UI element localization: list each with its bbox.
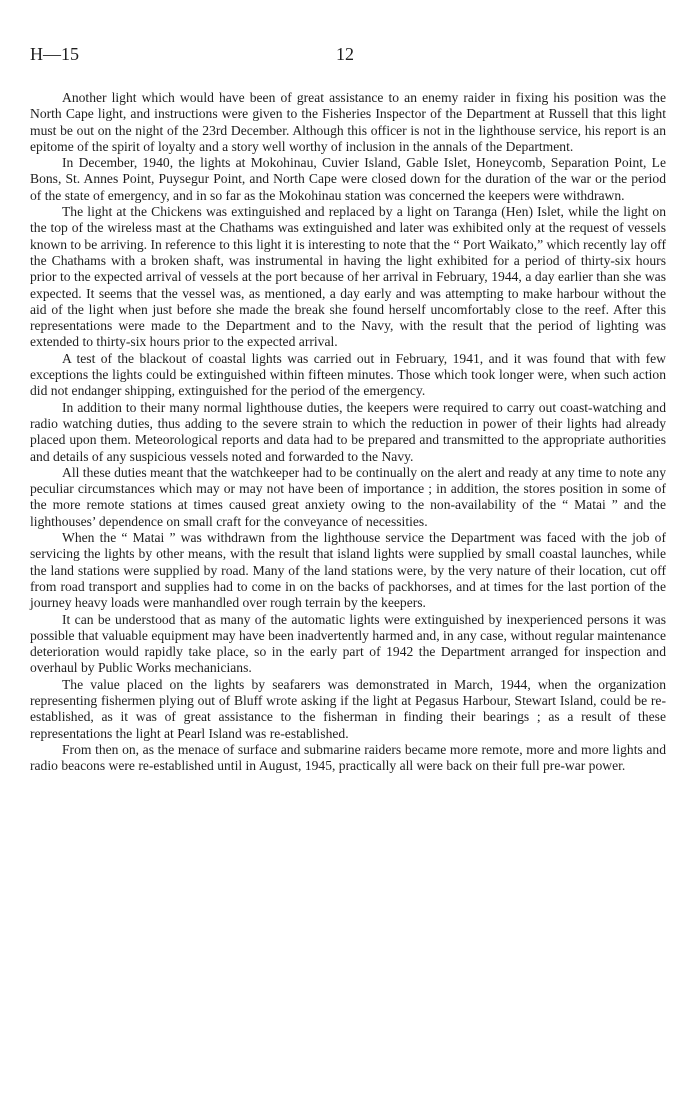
paragraph: In December, 1940, the lights at Mokohinau, Cuvier Island, Gable Islet, Honeycomb, Separation Point, Le Bons, St. Annes Point, Puysegur Point, and North Cape were closed down for the duration of the war or the period of the state of emergency, and in so far as the Mokohinau station was concerned the keepers were withdrawn. (30, 155, 666, 203)
paragraph: When the “ Matai ” was withdrawn from the lighthouse service the Department was faced with the job of servicing the lights by other means, with the result that island lights were supplied by small coastal launches, while the land stations were supplied by road. Many of the land stations were, by the very nature of their location, cut off from road transport and supplies had to come in on the backs of packhorses, and at times for the last portion of the journey heavy loads were manhandled over rough terrain by the keepers. (30, 530, 666, 611)
paragraph: The light at the Chickens was extinguished and replaced by a light on Taranga (Hen) Islet, while the light on the top of the wireless mast at the Chathams was extinguished and later was exhibited only at the request of vessels known to be arriving. In reference to this light it is interesting to note that the “ Port Waikato,” which recently lay off the Chathams with a broken shaft, was instrumental in having the light exhibited for a period of thirty-six hours prior to the expected arrival of vessels at the port because of her arrival in February, 1944, a day earlier than she was expected. It seems that the vessel was, as mentioned, a day early and was attempting to make harbour without the aid of the light when just before she made the break she found herself uncomfortably close to the reef. After this representations were made to the Department and to the Navy, with the result that the period of lighting was extended to thirty-six hours prior to the expected arrival. (30, 204, 666, 350)
paragraph: A test of the blackout of coastal lights was carried out in February, 1941, and it was found that with few exceptions the lights could be extinguished within fifteen minutes. Those which took longer were, when such action did not endanger shipping, extinguished for the period of the emergency. (30, 350, 666, 399)
paragraph: The value placed on the lights by seafarers was demonstrated in March, 1944, when the organization representing fishermen plying out of Bluff wrote asking if the light at Pegasus Harbour, Stewart Island, could be re-established, as it was of great assistance to the fisherman in finding their bearings ; as a result of these representations the light at Pearl Island was re-established. (30, 676, 666, 741)
page-header (30, 44, 670, 68)
paragraph: All these duties meant that the watchkeeper had to be continually on the alert and ready at any time to note any peculiar circumstances which may or may not have been of importance ; in addition, the stores position in some of the more remote stations at times caused great anxiety owing to the non-availability of the “ Matai ” and the lighthouses’ dependence on small craft for the conveyance of necessities. (30, 464, 666, 529)
paragraph: In addition to their many normal lighthouse duties, the keepers were required to carry out coast-watching and radio watching duties, thus adding to the severe strain to which the reduction in power of their lights had already placed upon them. Meteorological reports and data had to be prepared and transmitted to the appropriate authorities and details of any suspicious vessels noted and forwarded to the Navy. (30, 399, 666, 464)
page-number: 12 (336, 44, 354, 64)
body-text (30, 90, 666, 774)
paragraph: From then on, as the menace of surface and submarine raiders became more remote, more and more lights and radio beacons were re-established until in August, 1945, practically all were back on their full pre-war power. (30, 741, 666, 774)
paragraph: It can be understood that as many of the automatic lights were extinguished by inexperienced persons it was possible that valuable equipment may have been inadvertently harmed and, in any case, without regular maintenance deterioration would rapidly take place, so in the early part of 1942 the Department arranged for inspection and overhaul by Public Works mechanicians. (30, 611, 666, 676)
paragraph: Another light which would have been of great assistance to an enemy raider in fixing his position was the North Cape light, and instructions were given to the Fisheries Inspector of the Department at Russell that this light must be out on the night of the 23rd December. Although this officer is not in the lighthouse service, his report is an epitome of the spirit of loyalty and a story well worthy of inclusion in the annals of the Department. (30, 90, 666, 154)
document-reference: H—15 (30, 44, 79, 64)
